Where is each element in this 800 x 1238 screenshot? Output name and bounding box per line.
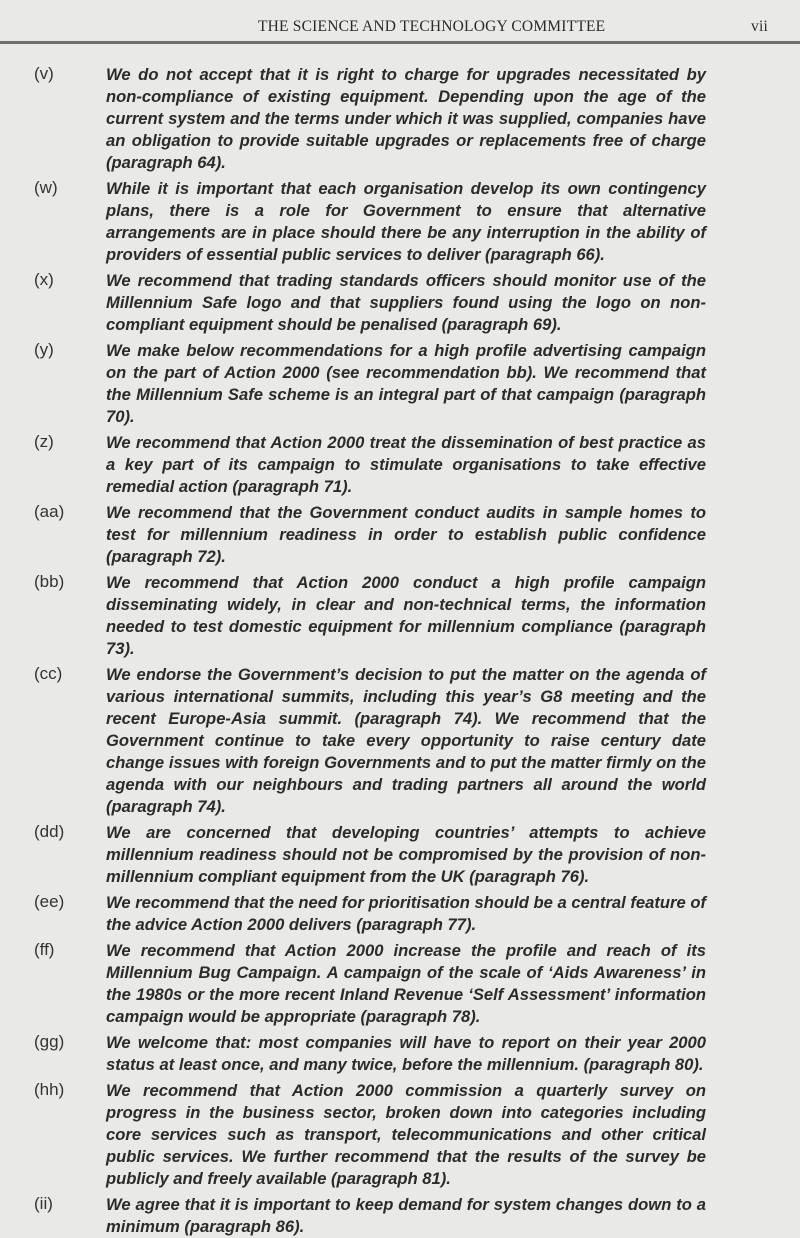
item-label: (ii) <box>34 1194 53 1213</box>
item-text: We agree that it is important to keep demand for system changes down to a minimum (paragraph 86). <box>106 1195 706 1236</box>
item-label: (x) <box>34 270 54 289</box>
item-text: We recommend that Action 2000 increase the profile and reach of its Millennium Bug Campaign. A campaign of the scale of ‘Aids Awareness’ in the 1980s or the more recent Inland Revenue ‘Self Assessment’ information campaign would be appropriate (paragraph 78). <box>106 941 706 1026</box>
item-text: We recommend that Action 2000 treat the dissemination of best practice as a key part of its campaign to stimulate organisations to take effective remedial action (paragraph 71). <box>106 433 706 496</box>
item-text: We recommend that Action 2000 conduct a high profile campaign disseminating widely, in clear and non-technical terms, the information needed to test domestic equipment for millennium compliance (paragraph 73). <box>106 573 706 658</box>
item-text: We recommend that the Government conduct audits in sample homes to test for millennium readiness in order to establish public confidence (paragraph 72). <box>106 503 706 566</box>
item-text: We recommend that Action 2000 commission a quarterly survey on progress in the business sector, broken down into categories including core services such as transport, telecommunications and other critical public services. We further recommend that the results of the survey be publicly and freely available (paragraph 81). <box>106 1081 706 1188</box>
item-label: (z) <box>34 432 54 451</box>
running-header <box>258 18 768 40</box>
item-label: (cc) <box>34 664 63 683</box>
item-label: (ee) <box>34 892 65 911</box>
item-text: We recommend that trading standards officers should monitor use of the Millennium Safe logo and that suppliers found using the logo on non-compliant equipment should be penalised (paragraph 69). <box>106 271 706 334</box>
item-text: We are concerned that developing countries’ attempts to achieve millennium readiness should not be compromised by the provision of non-millennium compliant equipment from the UK (paragraph 76). <box>106 823 706 886</box>
header-title: THE SCIENCE AND TECHNOLOGY COMMITTEE <box>258 18 606 35</box>
item-text: We do not accept that it is right to charge for upgrades necessitated by non-compliance of existing equipment. Depending upon the age of the current system and the terms under which it was supplied, companies have an obligation to provide suitable upgrades or replacements free of charge (paragraph 64). <box>106 65 706 172</box>
item-text: We endorse the Government’s decision to put the matter on the agenda of various international summits, including this year’s G8 meeting and the recent Europe-Asia summit. (paragraph 74). We recommend that the Government continue to take every opportunity to raise century date change issues with foreign Governments and to put the matter firmly on the agenda with our neighbours and trading partners all around the world (paragraph 74). <box>106 665 706 816</box>
page-number: vii <box>751 18 768 35</box>
item-text: We make below recommendations for a high profile advertising campaign on the part of Action 2000 (see recommendation bb). We recommend that the Millennium Safe scheme is an integral part of that campaign (paragraph 70). <box>106 341 706 426</box>
item-label: (gg) <box>34 1032 65 1051</box>
item-text: We recommend that the need for prioritisation should be a central feature of the advice Action 2000 delivers (paragraph 77). <box>106 893 706 934</box>
header-rule <box>0 41 800 44</box>
item-text: We welcome that: most companies will have to report on their year 2000 status at least once, and many twice, before the millennium. (paragraph 80). <box>106 1033 706 1074</box>
item-label: (w) <box>34 178 58 197</box>
item-label: (y) <box>34 340 54 359</box>
item-label: (aa) <box>34 502 65 521</box>
item-label: (hh) <box>34 1080 65 1099</box>
item-label: (bb) <box>34 572 65 591</box>
item-label: (dd) <box>34 822 65 841</box>
item-text: While it is important that each organisation develop its own contingency plans, there is a role for Government to ensure that alternative arrangements are in place should there be any interruption in the ability of providers of essential public services to deliver (paragraph 66). <box>106 179 706 264</box>
item-label: (v) <box>34 64 54 83</box>
item-label: (ff) <box>34 940 55 959</box>
